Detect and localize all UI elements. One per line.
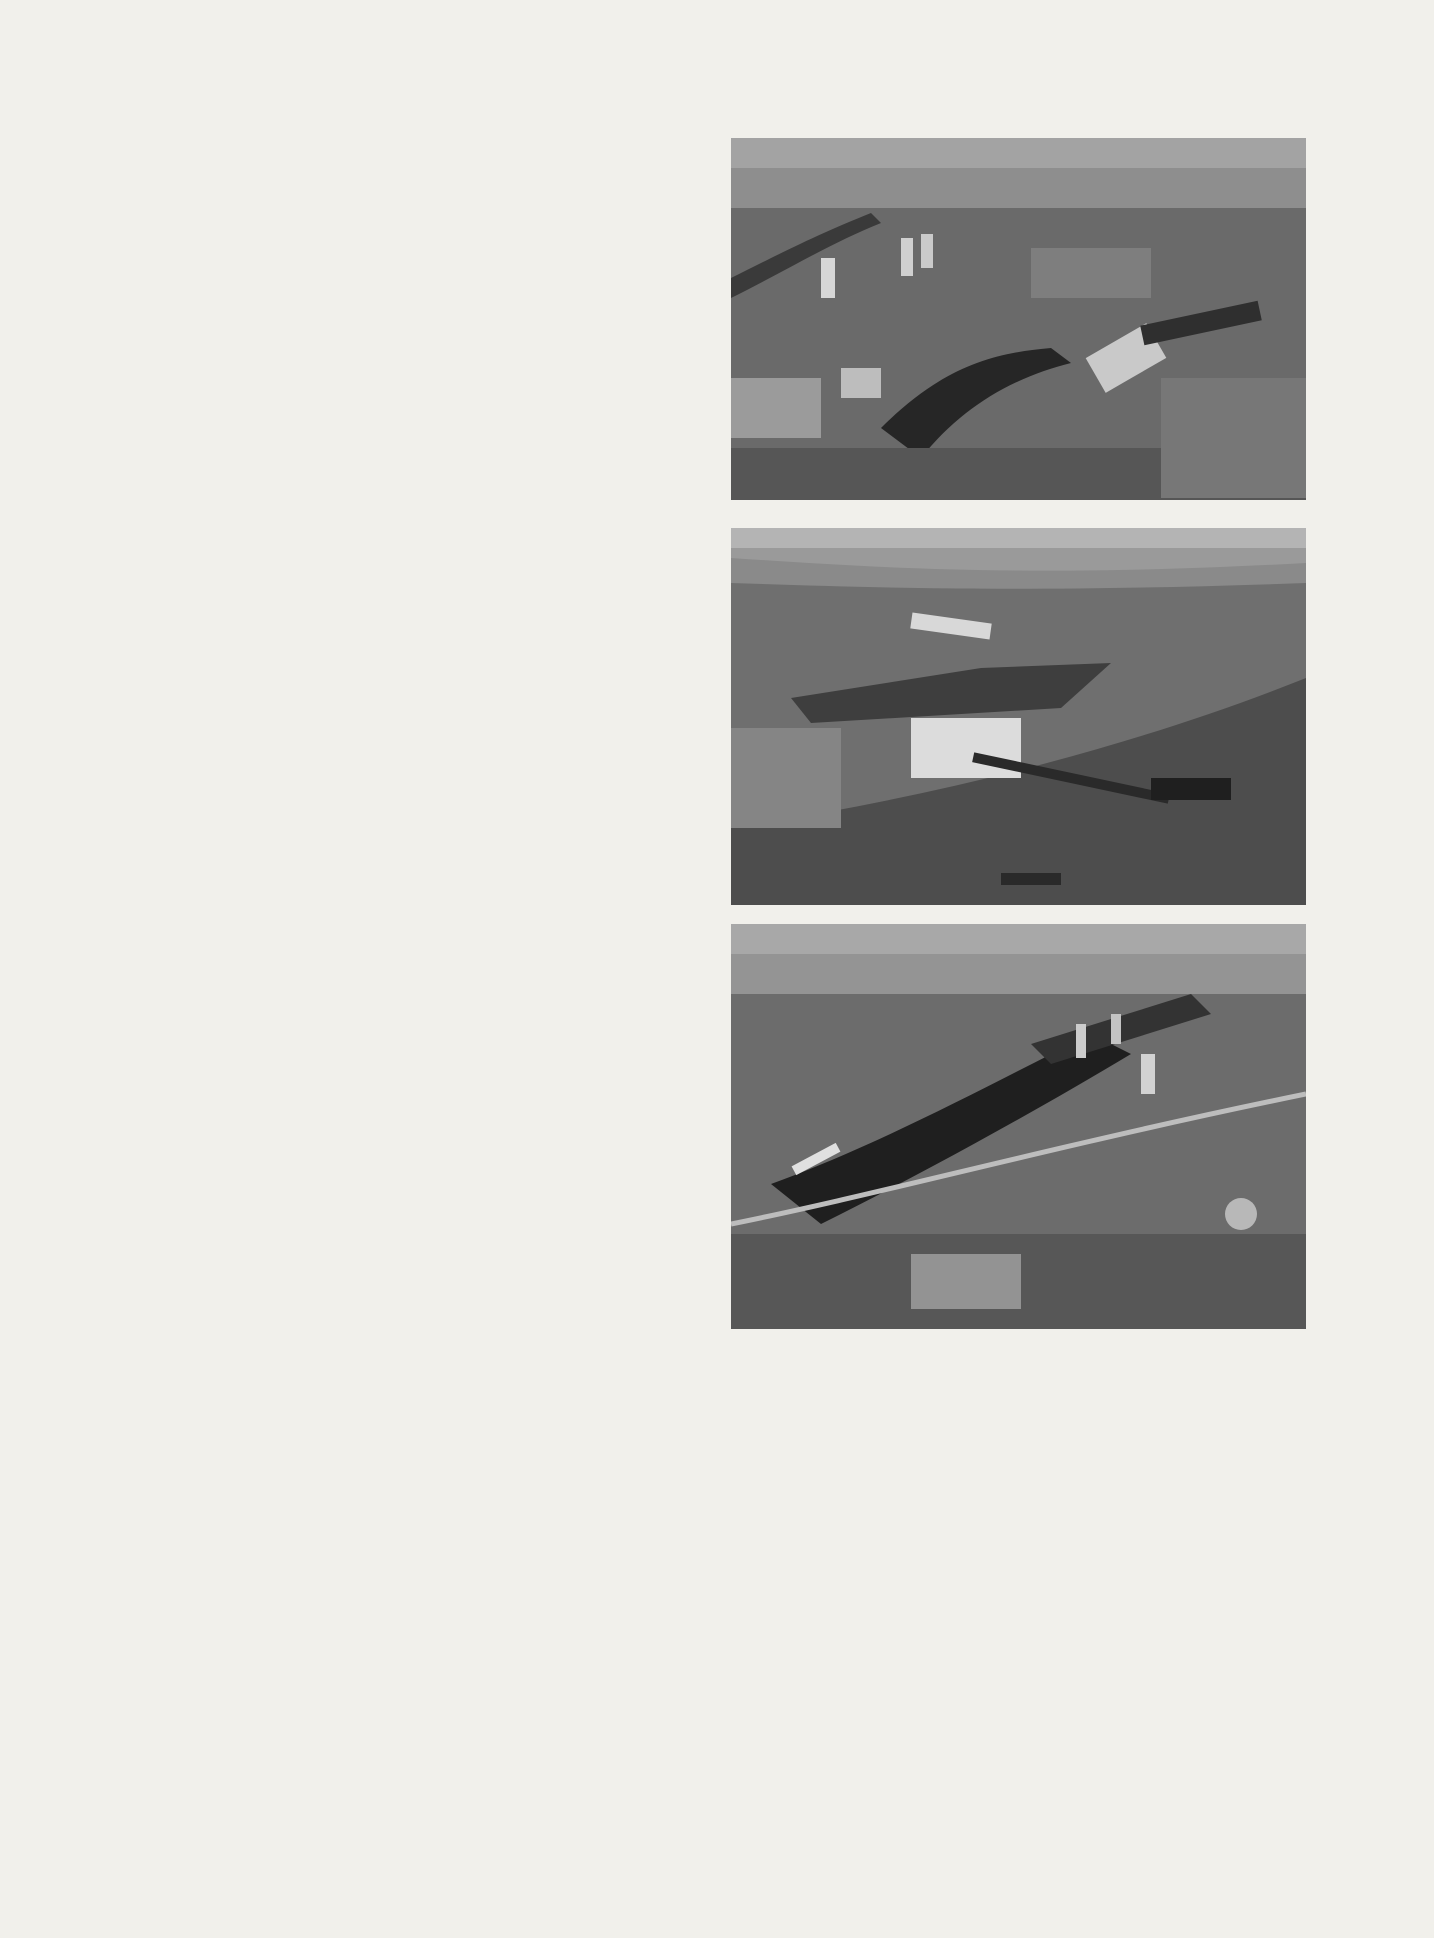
photo-west-india-millwall-docks <box>731 138 1306 500</box>
photo-royal-docks <box>731 924 1306 1329</box>
page-header <box>0 88 1434 128</box>
photo-grain-terminal <box>731 528 1306 905</box>
right-column <box>731 138 1307 1329</box>
